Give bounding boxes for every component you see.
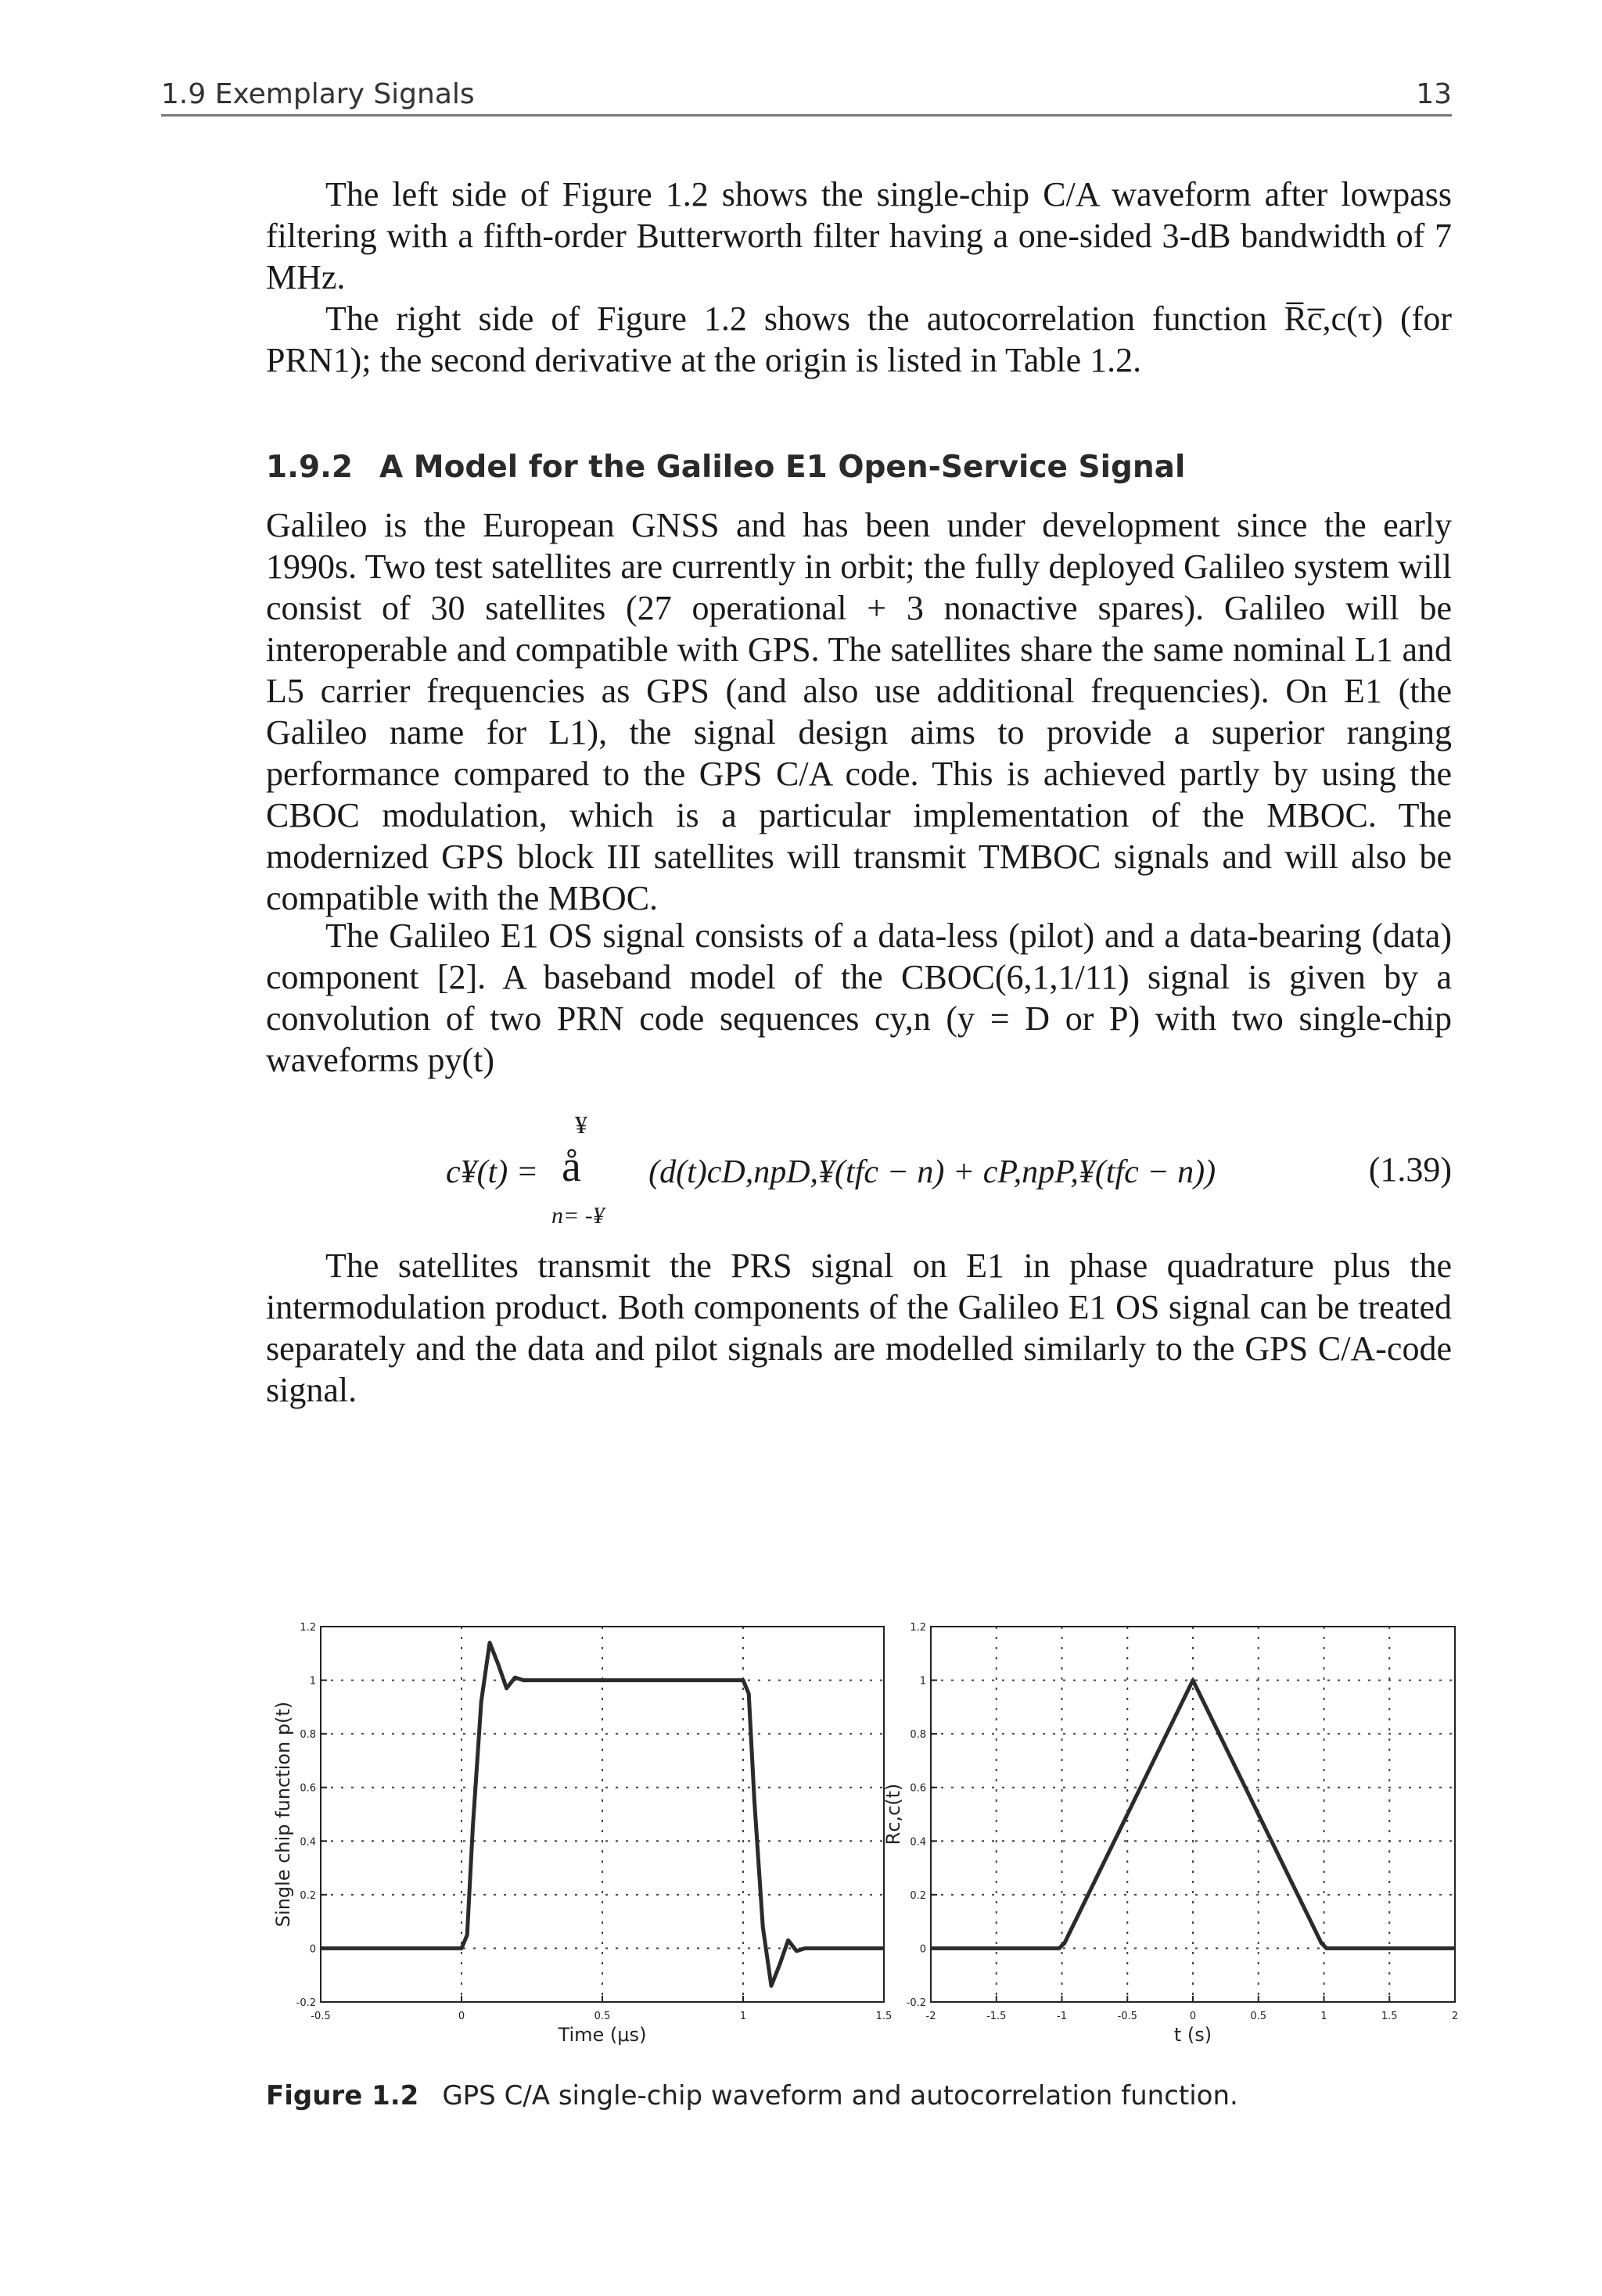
chart2-ytick-label-7: 1.2 (910, 1622, 926, 1634)
paragraph-2: The right side of Figure 1.2 shows the autocorrelation function R̅c̅,c(τ) (for PRN1); the second derivative at the origin is listed in Table 1.2. (266, 300, 1452, 379)
chart1-x-axis-label: Time (μs) (558, 2024, 647, 2046)
paragraph-4: The Galileo E1 OS signal consists of a data-less (pilot) and a data-bearing (data) component [2]. A baseband model of the CBOC(6,1,1/11) signal is given by a convolution of two PRN code sequences cy,n (y = D or P) with two single-chip waveforms py(t) (266, 917, 1452, 1079)
chart1-xtick-label-1: 0 (458, 2011, 465, 2022)
chart2-xtick-label-7: 1.5 (1381, 2011, 1398, 2022)
chart2-xtick-label-1: -1.5 (986, 2011, 1007, 2022)
chart2-xtick-label-4: 0 (1189, 2011, 1197, 2022)
section-heading (266, 450, 1185, 485)
chart2-xtick-label-8: 2 (1451, 2011, 1459, 2022)
chart1-series-line-0 (321, 1643, 884, 1986)
chart1-xtick-label-4: 1.5 (875, 2011, 893, 2022)
figure-canvas (266, 1611, 1459, 2080)
chart1-ytick-label-1: 0 (309, 1943, 316, 1956)
chart1-xtick-label-2: 0.5 (594, 2011, 611, 2022)
chart1-ytick-label-0: -0.2 (296, 1997, 316, 2009)
chart2-x-axis-label: t (s) (1173, 2024, 1212, 2046)
chart2-ytick-label-6: 1 (919, 1675, 926, 1688)
section-number: 1.9.2 (266, 450, 354, 485)
chart2-xtick-label-6: 1 (1320, 2011, 1327, 2022)
chart2-xtick-label-3: -0.5 (1117, 2011, 1137, 2022)
chart2-ytick-label-3: 0.4 (910, 1836, 926, 1849)
chart2-xtick-label-2: -1 (1057, 2011, 1067, 2022)
chart2-ytick-label-4: 0.6 (910, 1782, 926, 1795)
page-number: 13 (1416, 78, 1452, 110)
chart2-xtick-label-5: 0.5 (1250, 2011, 1267, 2022)
chart1-ytick-label-7: 1.2 (300, 1622, 316, 1634)
figure-caption (266, 2080, 1238, 2111)
chart2-ytick-label-1: 0 (919, 1943, 926, 1956)
chart2-y-axis-label: Rc,c(t) (882, 1783, 904, 1846)
equation-1-39 (266, 1110, 1452, 1243)
chart1-y-axis-label: Single chip function p(t) (272, 1701, 294, 1928)
chart2-ytick-label-5: 0.8 (910, 1729, 926, 1742)
chart1-xtick-label-3: 1 (739, 2011, 747, 2022)
chart1-ytick-label-4: 0.6 (300, 1782, 316, 1795)
section-title: A Model for the Galileo E1 Open-Service Signal (379, 450, 1186, 485)
chart2-xtick-label-0: -2 (925, 2011, 936, 2022)
chart1-xtick-label-0: -0.5 (311, 2011, 331, 2022)
chart1-ytick-label-6: 1 (309, 1675, 316, 1688)
figure-caption-text: GPS C/A single-chip waveform and autocorrelation function. (442, 2080, 1238, 2111)
chart2-ytick-label-0: -0.2 (906, 1997, 926, 2009)
chart1-plot-frame (321, 1627, 884, 2002)
equation-rhs: (d(t)cD,npD,¥(tfc − n) + cP,npP,¥(tfc − n)) (648, 1154, 1216, 1190)
equation-number: (1.39) (1368, 1150, 1452, 1189)
sum-lower-limit: n= -¥ (551, 1203, 605, 1229)
paragraph-1: The left side of Figure 1.2 shows the single-chip C/A waveform after lowpass filtering with a fifth-order Butterworth filter having a one-sided 3-dB bandwidth of 7 MHz. (266, 175, 1452, 296)
equation-body (446, 1153, 1216, 1191)
chart1-ytick-label-5: 0.8 (300, 1729, 316, 1742)
section-running-title: 1.9 Exemplary Signals (161, 78, 475, 110)
chart2-ytick-label-2: 0.2 (910, 1889, 926, 1902)
figure-caption-label: Figure 1.2 (266, 2080, 419, 2111)
paragraph-3: Galileo is the European GNSS and has been under development since the early 1990s. Two test satellites are currently in orbit; the fully deployed Galileo system will consist of 30 satellites (27 operational + 3 nonactive spares). Galileo will be interoperable and compatible with GPS. The satellites share the same nominal L1 and L5 carrier frequencies as GPS (and also use additional frequencies). On E1 (the Galileo name for L1), the signal design aims to provide a superior ranging performance compared to the GPS C/A code. This is achieved partly by using the CBOC modulation, which is a particular implementation of the MBOC. The modernized GPS block III satellites will transmit TMBOC signals and will also be compatible with the MBOC. (266, 506, 1452, 917)
running-header (161, 75, 1452, 117)
figure-1-2 (266, 1611, 1459, 2080)
paragraph-5: The satellites transmit the PRS signal on E1 in phase quadrature plus the intermodulation product. Both components of the Galileo E1 OS signal can be treated separately and the data and pilot signals are modelled similarly to the GPS C/A-code signal. (266, 1247, 1452, 1409)
sum-upper-limit: ¥ (575, 1110, 587, 1139)
chart1-ytick-label-3: 0.4 (300, 1836, 316, 1849)
sum-symbol: å (562, 1143, 581, 1191)
chart1-ytick-label-2: 0.2 (300, 1889, 316, 1902)
chart2-series-line-0 (931, 1681, 1455, 1949)
equation-lhs: c¥(t) = (446, 1154, 539, 1190)
